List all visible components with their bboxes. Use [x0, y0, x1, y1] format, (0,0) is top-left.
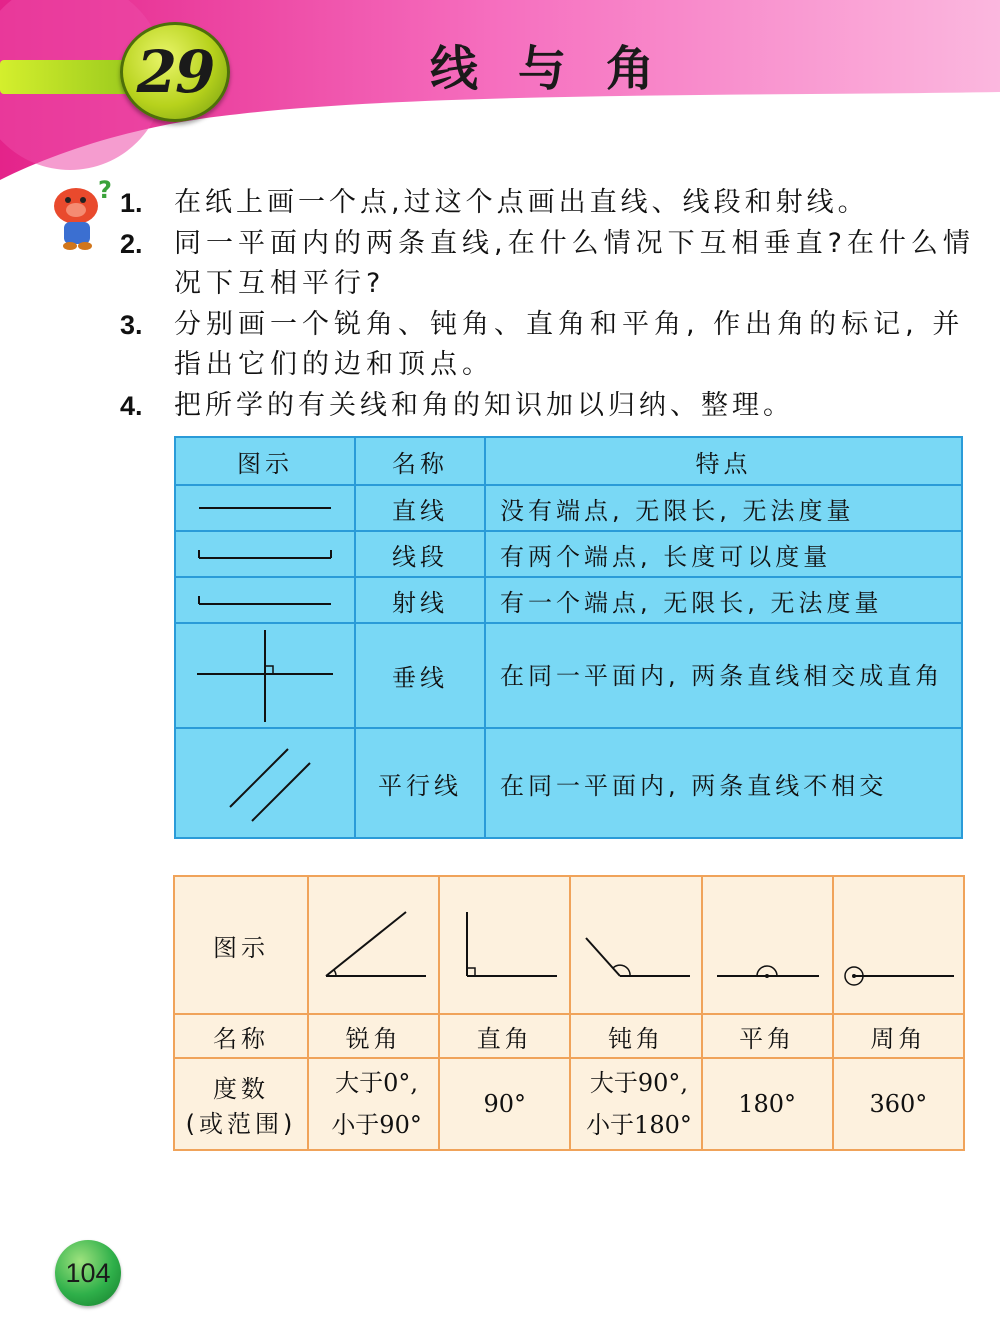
right-angle-value: 90° — [439, 1058, 570, 1150]
question-number: 1. — [120, 188, 143, 218]
acute-range — [308, 1058, 439, 1150]
header-figure: 图示 — [175, 437, 355, 485]
line-feature: 在同一平面内, 两条直线不相交 — [485, 728, 962, 838]
straight-line-figure — [175, 485, 355, 531]
obtuse-angle-figure — [570, 876, 701, 1014]
page-number-badge — [55, 1240, 121, 1306]
svg-text:?: ? — [98, 176, 112, 204]
full-angle-figure — [833, 876, 964, 1014]
angle-name: 平角 — [702, 1014, 833, 1058]
line-name: 射线 — [355, 577, 485, 623]
line-name: 垂线 — [355, 623, 485, 728]
perpendicular-lines-figure — [175, 623, 355, 728]
table-row — [175, 531, 962, 577]
angles-table — [173, 875, 965, 1151]
question-list — [120, 183, 980, 426]
right-angle-figure — [439, 876, 570, 1014]
angle-name: 直角 — [439, 1014, 570, 1058]
lesson-number-badge — [120, 22, 230, 122]
lesson-number: 29 — [136, 38, 214, 106]
degree-label: 度数 — [213, 1075, 269, 1103]
row-label-name: 名称 — [174, 1014, 308, 1058]
line-feature: 没有端点, 无限长, 无法度量 — [485, 485, 962, 531]
line-feature: 在同一平面内, 两条直线相交成直角 — [485, 623, 962, 728]
line-segment-figure — [175, 531, 355, 577]
angle-name: 钝角 — [570, 1014, 701, 1058]
line-feature: 有一个端点, 无限长, 无法度量 — [485, 577, 962, 623]
lines-table — [174, 436, 963, 839]
straight-angle-figure — [702, 876, 833, 1014]
pig-mascot-icon — [48, 176, 128, 252]
question-item — [120, 183, 980, 223]
range-line: 小于90° — [331, 1111, 422, 1139]
question-number: 3. — [120, 310, 143, 340]
table-row — [175, 623, 962, 728]
range-line: 小于180° — [586, 1111, 692, 1139]
ray-figure — [175, 577, 355, 623]
line-name: 直线 — [355, 485, 485, 531]
question-text: 在纸上画一个点,过这个点画出直线、线段和射线。 — [174, 187, 869, 218]
range-line: 大于0°, — [335, 1069, 419, 1097]
table-row — [175, 577, 962, 623]
question-text: 同一平面内的两条直线,在什么情况下互相垂直?在什么情况下互相平行? — [174, 228, 975, 299]
question-number: 2. — [120, 229, 143, 259]
angle-name: 周角 — [833, 1014, 964, 1058]
straight-angle-value: 180° — [702, 1058, 833, 1150]
angle-name: 锐角 — [308, 1014, 439, 1058]
acute-angle-figure — [308, 876, 439, 1014]
question-item — [120, 305, 980, 385]
range-line: 大于90°, — [589, 1069, 689, 1097]
question-text: 分别画一个锐角、钝角、直角和平角, 作出角的标记, 并指出它们的边和顶点。 — [174, 309, 965, 380]
page-title: 线与角 — [430, 41, 695, 97]
page-number: 104 — [65, 1257, 111, 1288]
row-label-degree — [174, 1058, 308, 1150]
header-feature: 特点 — [485, 437, 962, 485]
question-item — [120, 386, 980, 426]
line-feature: 有两个端点, 长度可以度量 — [485, 531, 962, 577]
line-name: 线段 — [355, 531, 485, 577]
range-label: (或范围) — [185, 1110, 297, 1138]
header-name: 名称 — [355, 437, 485, 485]
table-row — [174, 876, 964, 1014]
row-label-figure: 图示 — [174, 876, 308, 1014]
question-number: 4. — [120, 391, 143, 421]
obtuse-range — [570, 1058, 701, 1150]
table-header-row — [175, 437, 962, 485]
table-row — [174, 1014, 964, 1058]
line-name: 平行线 — [355, 728, 485, 838]
parallel-lines-figure — [175, 728, 355, 838]
full-angle-value: 360° — [833, 1058, 964, 1150]
table-row — [175, 485, 962, 531]
question-text: 把所学的有关线和角的知识加以归纳、整理。 — [174, 390, 794, 421]
table-row — [174, 1058, 964, 1150]
question-item — [120, 224, 980, 304]
table-row — [175, 728, 962, 838]
